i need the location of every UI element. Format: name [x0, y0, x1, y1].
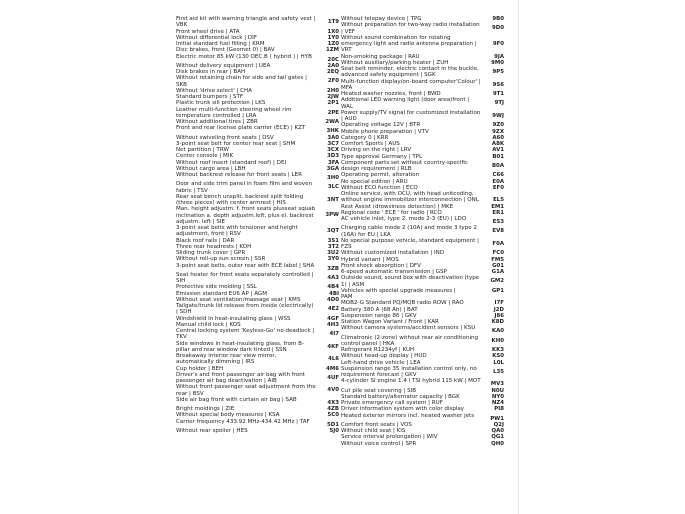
equipment-description: Without ECO function | ECO	[341, 184, 418, 191]
equipment-code: 9S6	[492, 81, 504, 88]
equipment-code: 4A3	[327, 274, 339, 281]
equipment-row	[341, 191, 504, 204]
equipment-description: Seat belt reminder, electric contact in the buckle, advanced safety equipment | SGK	[341, 66, 479, 79]
equipment-description: First aid kit with warning triangle and safety vest | VBK	[176, 16, 316, 29]
equipment-description: Without retaining chain for side and tail gates | SKB	[176, 75, 307, 88]
equipment-code: 3CX	[327, 147, 339, 153]
equipment-description: Windshield in heat-insulating glass | WSS	[176, 315, 291, 322]
equipment-code: 3ZB	[327, 265, 339, 272]
equipment-description: Three rear headrests | KOH	[176, 243, 252, 250]
equipment-row	[341, 366, 504, 379]
equipment-row	[176, 125, 339, 134]
equipment-code: EV8	[492, 228, 504, 235]
equipment-code: AV1	[492, 147, 504, 154]
equipment-code: 2H0	[326, 87, 339, 94]
equipment-code: 5D1	[327, 421, 339, 428]
equipment-description: No special purpose vehicle, standard equipment | FZS	[341, 237, 480, 250]
equipment-row	[176, 206, 339, 225]
equipment-description: Plastic trunk sill protection | LKS	[176, 100, 266, 107]
equipment-row	[176, 181, 339, 194]
equipment-code: MV3	[490, 381, 504, 388]
equipment-description: Type approval Germany | TPL	[341, 153, 423, 160]
equipment-code: 1Z0	[327, 41, 339, 47]
equipment-description: Regional code ' ECE ' for radio | RCO	[341, 209, 442, 216]
equipment-description: Refrigerant R1234yf | KUH	[341, 347, 415, 353]
equipment-description: Manual child lock | KOS	[176, 321, 241, 328]
equipment-code: 3H0	[326, 175, 339, 181]
equipment-description: Electric motor 85 kW (130 OEC.B ( hybrid ) | HYB	[176, 53, 312, 60]
equipment-description: Component parts set without country-specific design requirement | RLB	[341, 159, 468, 172]
equipment-row	[176, 341, 339, 354]
equipment-description: Without auxiliary/parking heater | ZUH	[341, 59, 449, 66]
equipment-description: Operating permit, alteration	[341, 172, 420, 179]
equipment-code: N0U	[491, 387, 504, 394]
equipment-row	[341, 35, 504, 54]
equipment-code: 4X3	[327, 399, 339, 406]
equipment-description: Power supply/TV signal for customized installation | AUD	[341, 109, 481, 122]
equipment-row	[176, 75, 339, 88]
equipment-code: A8K	[491, 141, 504, 147]
equipment-description: Without sound combination for rotating emergency light and radio antenna preparation | VRT	[341, 34, 477, 54]
equipment-code: EL5	[493, 197, 504, 203]
equipment-code: 2P1	[327, 100, 339, 107]
equipment-code: 9WJ	[492, 112, 504, 119]
equipment-code: 2WA	[325, 119, 339, 125]
equipment-description: Hybrid variant | MOS	[341, 256, 399, 263]
equipment-code: 3T2	[327, 243, 339, 250]
equipment-code: 3C7	[327, 140, 339, 147]
equipment-code: 9T1	[492, 91, 504, 97]
equipment-code: PW1	[490, 415, 504, 422]
equipment-description: Without roll-up sun screen | SSR	[176, 256, 266, 263]
equipment-code: 4V0	[327, 387, 339, 394]
equipment-code: 4UF	[327, 374, 339, 381]
equipment-description: Without camera systems/accident sensors | KSU	[341, 325, 476, 332]
equipment-description: Service interval prolongation | WIV	[341, 434, 438, 441]
equipment-description: Additional LED warning light (door area)front | WAL	[341, 97, 470, 110]
equipment-row	[176, 107, 339, 120]
equipment-description: Battery 380 A (68 Ah) | BAT	[341, 306, 418, 313]
equipment-description: Multi-function display/on-board computer'Colour' | MFA	[341, 78, 481, 91]
equipment-code: KS0	[492, 353, 504, 360]
equipment-code: 1T9	[327, 19, 339, 25]
equipment-description: Category 0 | KRR	[341, 134, 389, 141]
equipment-description: Rest Assist (drowsiness detection) | MKE	[341, 203, 454, 210]
equipment-code: C66	[492, 172, 504, 179]
equipment-description: Without delivery equipment | UEA	[176, 62, 271, 69]
equipment-description: Leather multi-function steering wheel rim temperature controlled | LRA	[176, 106, 292, 119]
equipment-description: Carrier frequency 433.92 MHz-434.42 MHz | TAF	[176, 418, 310, 425]
equipment-row	[341, 413, 504, 422]
equipment-code: 20C	[327, 56, 339, 63]
equipment-description: Suspension range 35 installation control only, no requirement forecast | GKV	[341, 365, 477, 378]
equipment-code: 4H3	[326, 321, 339, 328]
equipment-description: 3-point seat belt for center rear seat | SHM	[176, 140, 296, 147]
equipment-description: Without 'drive select' | CHA	[176, 87, 253, 94]
equipment-description: Outside sound, sound box with deactivation (type 1) | ASM	[341, 275, 480, 288]
equipment-code: 3A0	[327, 134, 339, 141]
equipment-description: 4-cylinder SI engine 1.4 l TSI hybrid 115 kW | MOT	[341, 378, 481, 385]
equipment-description: Without front passenger seat adjustment from the rear | BSV	[176, 384, 316, 397]
equipment-description: Tailgate/trunk lid release from inside (electrically) | SDH	[176, 303, 314, 316]
equipment-code: 3GA	[326, 165, 339, 172]
equipment-code: 1ZM	[325, 47, 339, 54]
equipment-description: Man. height adjustm. f. front seats plusseat squab inclination a. depth adjustm.left, plus el. backrest adjustm. left | SIE	[176, 206, 316, 225]
equipment-code: K8D	[491, 319, 504, 325]
equipment-row	[341, 216, 504, 225]
equipment-code: 3FA	[328, 159, 339, 166]
equipment-description: Left-hand drive vehicle | LEA	[341, 359, 421, 366]
equipment-description: Initial standard fuel filling | KRM	[176, 41, 265, 47]
equipment-description: Without head-up display | HUD	[341, 353, 427, 360]
equipment-description: Cut pile seat covering | SIB	[341, 387, 417, 394]
equipment-row	[176, 16, 339, 29]
equipment-code: 3U2	[327, 250, 339, 256]
equipment-code: F0A	[492, 240, 504, 247]
equipment-description: Without preparation for two-way radio installation | VEF	[341, 22, 480, 35]
page-edge-divider	[518, 0, 519, 514]
equipment-description: Private emergency call system | RUF	[341, 400, 443, 406]
equipment-list-left	[176, 16, 339, 434]
equipment-code: FM5	[491, 256, 504, 263]
equipment-code: 4E2	[327, 306, 339, 312]
equipment-code: 9ZX	[492, 128, 504, 135]
equipment-description: Standard battery/alternator capacity | BGK	[341, 393, 460, 400]
equipment-description: Without customized installation | IND	[341, 250, 445, 257]
equipment-code: 3QT	[326, 228, 339, 234]
equipment-code: Q2J	[493, 421, 504, 428]
equipment-description: Comfort Sports | AUS	[341, 141, 400, 147]
equipment-description: Seat heater for front seats separately controlled | SIH	[176, 271, 314, 284]
equipment-code: 3Y0	[327, 256, 339, 263]
equipment-row	[176, 194, 339, 207]
equipment-code: 9TJ	[494, 100, 504, 107]
equipment-description: Center console | MIK	[176, 153, 234, 160]
equipment-code: FC0	[492, 250, 504, 257]
equipment-code: 3D3	[327, 153, 339, 160]
equipment-code: 1X0	[327, 28, 339, 35]
equipment-description: Door and side trim panel in foam film and woven fabric | TSV	[176, 181, 313, 194]
equipment-description: Without additional tires | ZBR	[176, 119, 258, 125]
equipment-code: GP1	[491, 287, 504, 294]
equipment-row	[341, 335, 504, 348]
equipment-description: Without special body measures | KSA	[176, 412, 280, 419]
equipment-description: Station Wagon Variant / Front | KAR	[341, 319, 439, 325]
equipment-description: Rear seat bench unsplit, backrest split folding (three pieces) with center armrest | HIS	[176, 193, 304, 206]
equipment-code: QG1	[491, 434, 504, 441]
equipment-code: G01	[492, 262, 504, 269]
equipment-code: 9P5	[492, 69, 504, 75]
equipment-row	[176, 397, 339, 406]
equipment-description: Front wheel drive | ATA	[176, 28, 240, 35]
equipment-description: AC vehicle inlet, type 2, mode 2-3 (EU) | LDO	[341, 216, 467, 222]
equipment-row	[341, 110, 504, 123]
equipment-code: PI8	[494, 406, 504, 413]
equipment-code: QA0	[491, 428, 504, 434]
equipment-code: 9M0	[491, 59, 504, 66]
equipment-description: Heated exterior mirrors incl. heated washer jets	[341, 412, 475, 419]
equipment-code: 9F0	[492, 40, 504, 47]
equipment-code: 1Y0	[327, 34, 339, 41]
equipment-row	[341, 238, 504, 251]
equipment-code: 4B4	[327, 284, 339, 291]
equipment-code: KK3	[491, 347, 504, 353]
equipment-code: 4GF	[327, 315, 339, 322]
equipment-code: J86	[494, 312, 504, 319]
equipment-description: PAM	[341, 294, 353, 300]
equipment-description: Emission standard EU6 AP | AGM	[176, 290, 267, 297]
equipment-description: 6-speed automatic transmission | GSP	[341, 269, 447, 275]
equipment-description: MOB2-G Standard PQ/MQB radio ROW | RAO	[341, 300, 464, 307]
equipment-code: I7F	[494, 300, 504, 307]
equipment-description: Sliding trunk cover | GPR	[176, 250, 246, 256]
equipment-description: Net partition | TRW	[176, 147, 229, 153]
equipment-code: 2A0	[327, 62, 339, 69]
equipment-row	[176, 225, 339, 238]
equipment-code: 3S1	[327, 237, 339, 244]
equipment-description: Without telepay device | TPG	[341, 16, 422, 22]
equipment-description: Without child seat | KIS	[341, 428, 406, 434]
equipment-code: QH0	[491, 440, 504, 447]
equipment-code: ES3	[492, 219, 504, 225]
equipment-description: Comfort front seats | VOS	[341, 421, 412, 428]
equipment-description: Central locking system 'Keyless-Go' no deadlock | TKV	[176, 328, 315, 341]
equipment-description: Cup holder | BEH	[176, 365, 224, 372]
equipment-description: Mobile phone preparation | VTV	[341, 128, 429, 135]
equipment-row	[341, 378, 504, 387]
equipment-description: Without backrest release for front seats | LER	[176, 172, 302, 178]
equipment-code: KH0	[491, 337, 504, 344]
equipment-row	[176, 372, 339, 385]
equipment-code: 4I7	[329, 331, 339, 337]
equipment-code: B01	[492, 153, 504, 160]
equipment-code: A60	[492, 134, 504, 141]
equipment-code: 4ZB	[327, 406, 339, 412]
equipment-description: No special edition | ARU	[341, 178, 408, 185]
equipment-row	[341, 79, 504, 92]
equipment-row	[176, 303, 339, 316]
equipment-row	[341, 97, 504, 110]
equipment-row	[341, 22, 504, 35]
equipment-code: KA0	[491, 328, 504, 335]
equipment-code: 2F0	[327, 78, 339, 85]
equipment-code: 2JW	[327, 94, 339, 100]
equipment-row	[341, 441, 504, 447]
equipment-row	[176, 54, 339, 63]
equipment-code: 4BI	[329, 290, 339, 297]
equipment-code: 4D0	[327, 296, 339, 303]
equipment-description: Suspension range 86 | GKV	[341, 312, 417, 319]
equipment-row	[341, 160, 504, 173]
equipment-description: Climatronic (2-zone) without rear air conditioning control panel | HKA	[341, 334, 479, 347]
equipment-description: Without cargo area | LBH	[176, 165, 246, 172]
equipment-code: G1A	[491, 269, 504, 275]
equipment-code: 9D0	[492, 25, 504, 32]
equipment-description: Black roof rails | DAR	[176, 237, 235, 244]
equipment-row	[176, 428, 339, 434]
equipment-description: Heated washer nozzles, front | BWD	[341, 91, 441, 97]
equipment-code: EF0	[492, 184, 504, 191]
equipment-code: 5C0	[327, 412, 339, 419]
equipment-code: GM2	[490, 278, 504, 285]
equipment-description: Standard bumpers | STF	[176, 94, 244, 100]
equipment-row	[341, 225, 504, 238]
equipment-code: 2PE	[327, 109, 339, 116]
equipment-description: Charging cable mode 2 (10A) and mode 3 type 2 (16A) for EU | LKA	[341, 225, 477, 238]
equipment-list-right	[341, 16, 504, 447]
equipment-description: 3-point seat belts with tensioner and height adjustment, front | RSV	[176, 225, 298, 238]
equipment-code: EM1	[491, 203, 504, 210]
equipment-code: 3PW	[325, 212, 339, 219]
equipment-code: L0L	[493, 359, 504, 366]
equipment-code: ER1	[492, 209, 504, 216]
equipment-description: Bright moldings | ZIE	[176, 406, 235, 412]
equipment-code: 3HK	[326, 128, 339, 135]
equipment-description: Disc brakes, front (Geomet 0) | BAV	[176, 47, 275, 54]
equipment-description: Without swiveling front seats | DSV	[176, 134, 274, 141]
equipment-description: Front and rear license plate carrier (ECE) | KZT	[176, 125, 306, 132]
equipment-description: Side windows in heat-insulating glass, from B-pillar and rear window dark tinted | SSN	[176, 340, 304, 353]
equipment-row	[341, 275, 504, 288]
equipment-code: B0A	[491, 162, 504, 169]
equipment-code: J2D	[493, 306, 504, 313]
equipment-code: 2EQ	[326, 69, 339, 75]
equipment-code: E0A	[492, 178, 504, 185]
equipment-description: Driver information system with color display	[341, 406, 465, 413]
equipment-code: NZ4	[491, 400, 504, 406]
equipment-code: 9B0	[492, 16, 504, 22]
equipment-code: 9JA	[494, 53, 504, 60]
equipment-description: Disk brakes in rear | BAH	[176, 69, 246, 75]
equipment-description: 3-point seat belts, outer rear with ECE label | SHA	[176, 262, 315, 269]
equipment-description: Without roof insert (standard roof) | DEI	[176, 159, 287, 166]
equipment-description: Without rear spoiler | HES	[176, 427, 248, 434]
equipment-code: 5J0	[329, 427, 339, 434]
equipment-description: Front shock absorption | DFV	[341, 262, 421, 269]
equipment-code: NY0	[491, 393, 504, 400]
equipment-description: Online service, with OCU, with head unitcoding, without engine immobilizer interconnection | ONL	[341, 191, 479, 204]
equipment-description: Non-smoking package | RAU	[341, 53, 420, 60]
equipment-code: 4L6	[328, 356, 339, 362]
equipment-description: Driver's and front passenger air bag with front passenger air bag deactivation | AIB	[176, 371, 305, 384]
equipment-description: Without voice control | SPR	[341, 440, 417, 447]
equipment-code: 3NT	[327, 196, 339, 203]
equipment-code: 4KF	[327, 343, 339, 350]
equipment-row	[176, 353, 339, 366]
equipment-code: L35	[493, 368, 504, 375]
equipment-row	[176, 328, 339, 341]
equipment-description: Driving on the right | LRV	[341, 147, 412, 154]
equipment-row	[176, 384, 339, 397]
equipment-description: Without seat ventilation/massage seat | KMS	[176, 296, 301, 303]
equipment-row	[176, 172, 339, 181]
equipment-code: 9Z0	[492, 122, 504, 129]
equipment-description: Breakaway interior rear view mirror, automatically dimming | IRS	[176, 353, 277, 366]
equipment-code: 4M6	[326, 365, 339, 372]
equipment-description: Side air bag front with curtain air bag | SAB	[176, 396, 297, 403]
equipment-description: Protective side molding | SSL	[176, 284, 257, 291]
equipment-row	[176, 263, 339, 272]
equipment-description: Without differential lock | DIF	[176, 34, 257, 41]
equipment-row	[176, 419, 339, 428]
equipment-code: 3LC	[327, 184, 339, 191]
equipment-row	[341, 325, 504, 334]
equipment-row	[341, 66, 504, 79]
equipment-description: Vehicles with special upgrade measures |	[341, 287, 456, 294]
equipment-description: Operating voltage 12V | BTR	[341, 122, 421, 129]
equipment-row	[176, 272, 339, 285]
